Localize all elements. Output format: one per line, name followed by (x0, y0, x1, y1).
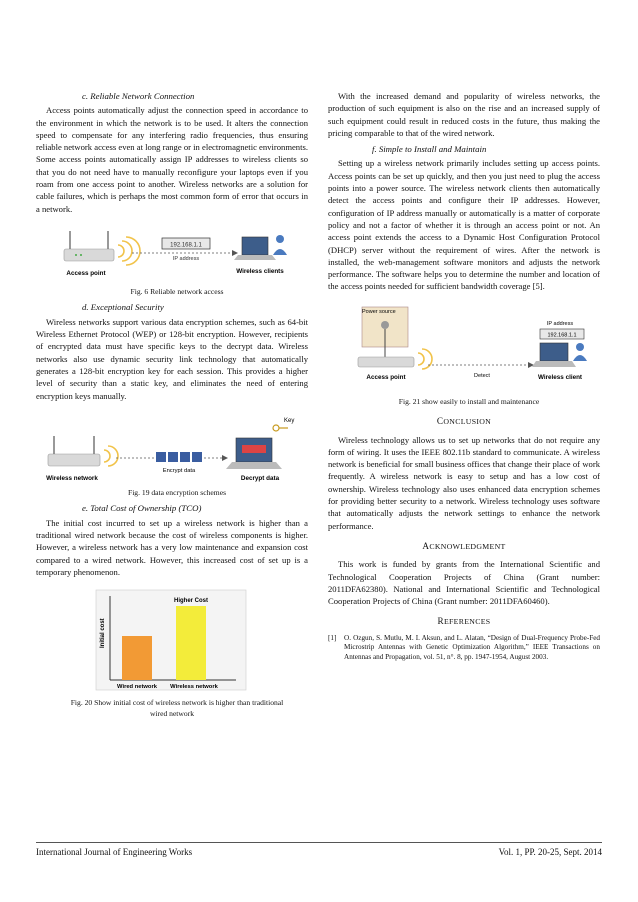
detect-label: Detect (474, 372, 490, 379)
references-title: REFERENCES (437, 616, 491, 627)
bar-wireless-label: Wireless network (170, 684, 218, 691)
laptop-icon (234, 235, 287, 260)
chart-ylabel: Initial cost (100, 618, 106, 649)
figure-21-caption: Fig. 21 show easily to install and maintenance (398, 396, 540, 406)
ip-address-label: IP address (546, 320, 574, 327)
figure-19 (36, 412, 308, 484)
power-source-label: Power source (362, 308, 396, 315)
ip-address-value: 192.168.1.1 (547, 332, 577, 339)
section-c-paragraph: Access points automatically adjust the connection speed in accordance to the environment in which the network is to be used. It alters the connection speed to compensate for any interfering radio frequencies, thus ensuring reliable network access even at long range or in electromagnetic environments. Some access points automatically assign IP addresses to wireless clients so that you do not need have to manually reconfigure your laptops even if you roam from one access point to another. Wireless networks are a solution for cable failures, which is perhaps the most common form of error that occurs in a network. (36, 105, 308, 214)
section-f-heading: f. Simple to Install and Maintain (372, 144, 487, 155)
wireless-waves-icon (418, 349, 432, 369)
section-e-heading: e. Total Cost of Ownership (TCO) (82, 503, 202, 514)
footer-volume: Vol. 1, PP. 20-25, Sept. 2014 (498, 847, 602, 857)
figure-20-caption: Fig. 20 Show initial cost of wireless network is higher than traditional wired network (70, 698, 284, 718)
reference-item: [1] O. Ozgun, S. Mutlu, M. I. Aksun, and L. Alatan, “Design of Dual-Frequency Probe-Fed Microstrip Antennas with Genetic Optimization Algorithm,” IEEE Transactions on Antennas and Propagation, vol. 51, n°. 8, pp. 1947-1954, August 2003. (328, 633, 600, 661)
wireless-clients-label: Wireless clients (236, 267, 284, 275)
conclusion-paragraph: Wireless technology allows us to set up networks that do not require any form of wiring. It uses the IEEE 802.11b standard to communicate. A wireless network is beneficial for small business offices that change their place of work frequently. A wireless network is easy to setup and has a low cost of ownership. Wireless technology also uses enhanced data encryption schemes for providing better security to a network. Wireless technology uses software that automatically adjusts the network settings to enhance the network performance. (328, 434, 600, 531)
figure-6 (36, 221, 308, 283)
section-f-paragraph: Setting up a wireless network primarily includes setting up access points. Access points can be set up quickly, and then you just need to plug the access points into a power source. The wireless network clients then automatically detect the access points and configure their IP addresses. However, configuration of IP address manually or automatically is a matter of corporate policy and not a factor of whether it is through an access point or not. An access point extends the access to a Dynamic Host Configuration Protocol (DHCP) server without the requirement of wires. After the network is installed, the web-management software monitors and adjusts the network performance. The software helps you to determine the number and location of the access points needed for sufficient bandwidth coverage [5]. (328, 158, 600, 292)
wireless-waves-icon (104, 446, 118, 466)
figure-20 (36, 588, 308, 694)
figure-6-diagram (36, 221, 308, 283)
ip-address-label: IP address (172, 255, 200, 262)
access-point-label: Access point (366, 373, 406, 381)
figure-19-diagram (36, 412, 308, 484)
acknowledgment-title: ACKNOWLEDGMENT (422, 540, 506, 551)
section-d-paragraph: Wireless networks support various data encryption schemes, such as 64-bit Wireless Ethernet Protocol (WEP) or 128-bit encryption. However, recipients of encrypted data must have specific keys to the decrypt data. Wireless networks also use dynamic security link technology that automatically generates a 128-bit encryption key for each session. This provides a higher level of security than a static key, and eliminates the need of entering encryption keys manually. (36, 316, 308, 401)
decrypt-data-label: Decrypt data (240, 474, 280, 482)
laptop-icon (226, 438, 282, 469)
ip-address-value: 192.168.1.1 (170, 242, 202, 249)
bar-wireless (176, 606, 206, 680)
encrypt-data-label: Encrypt data (162, 467, 196, 474)
page-footer (36, 842, 602, 857)
router-icon (48, 436, 100, 466)
wireless-network-label: Wireless network (46, 474, 98, 482)
figure-21-diagram (328, 303, 600, 385)
higher-cost-label: Higher Cost (173, 598, 209, 605)
wireless-client-label: Wireless client (537, 373, 583, 381)
bar-wired (122, 636, 152, 680)
intro-paragraph: With the increased demand and popularity of wireless networks, the production of such equipment is also on the rise and an increased supply of such equipment could result in reduced costs in the future, thus making the pricing comparable to that of the wired network. (328, 91, 600, 138)
section-d-heading: d. Exceptional Security (82, 302, 164, 313)
router-icon (64, 231, 114, 261)
bar-wired-label: Wired network (117, 684, 157, 691)
figure-21 (328, 303, 600, 385)
laptop-icon (532, 343, 587, 367)
section-c-heading: c. Reliable Network Connection (82, 91, 195, 101)
left-column (36, 90, 308, 719)
acknowledgment-paragraph: This work is funded by grants from the International Scientific and Technological Cooperation Projects of China (Grant number: 2011DFA62380). National and International Scientific and Technological Cooperation Projects of China (Grant number: 2011DFA60460). (328, 559, 600, 607)
footer-journal: International Journal of Engineering Works (36, 847, 193, 857)
figure-6-caption: Fig. 6 Reliable network access (130, 286, 224, 296)
figure-20-chart (36, 588, 308, 694)
key-icon (273, 425, 288, 431)
access-point-label: Access point (66, 269, 106, 277)
figure-19-caption: Fig. 19 data encryption schemes (127, 487, 227, 497)
encrypted-data-icon (156, 452, 202, 462)
wireless-waves-icon (118, 237, 140, 265)
section-e-paragraph: The initial cost incurred to set up a wireless network is higher than a traditional wired network because the cost of wireless components is higher. However, a wireless network has a very low maintenance and expansion cost compared to a wired network. However, this increased cost of set up is a temporary phenomenon. (36, 517, 308, 577)
key-label: Key (284, 417, 295, 424)
router-icon (358, 357, 414, 367)
conclusion-title: CONCLUSION (436, 416, 492, 427)
right-column (328, 90, 600, 662)
